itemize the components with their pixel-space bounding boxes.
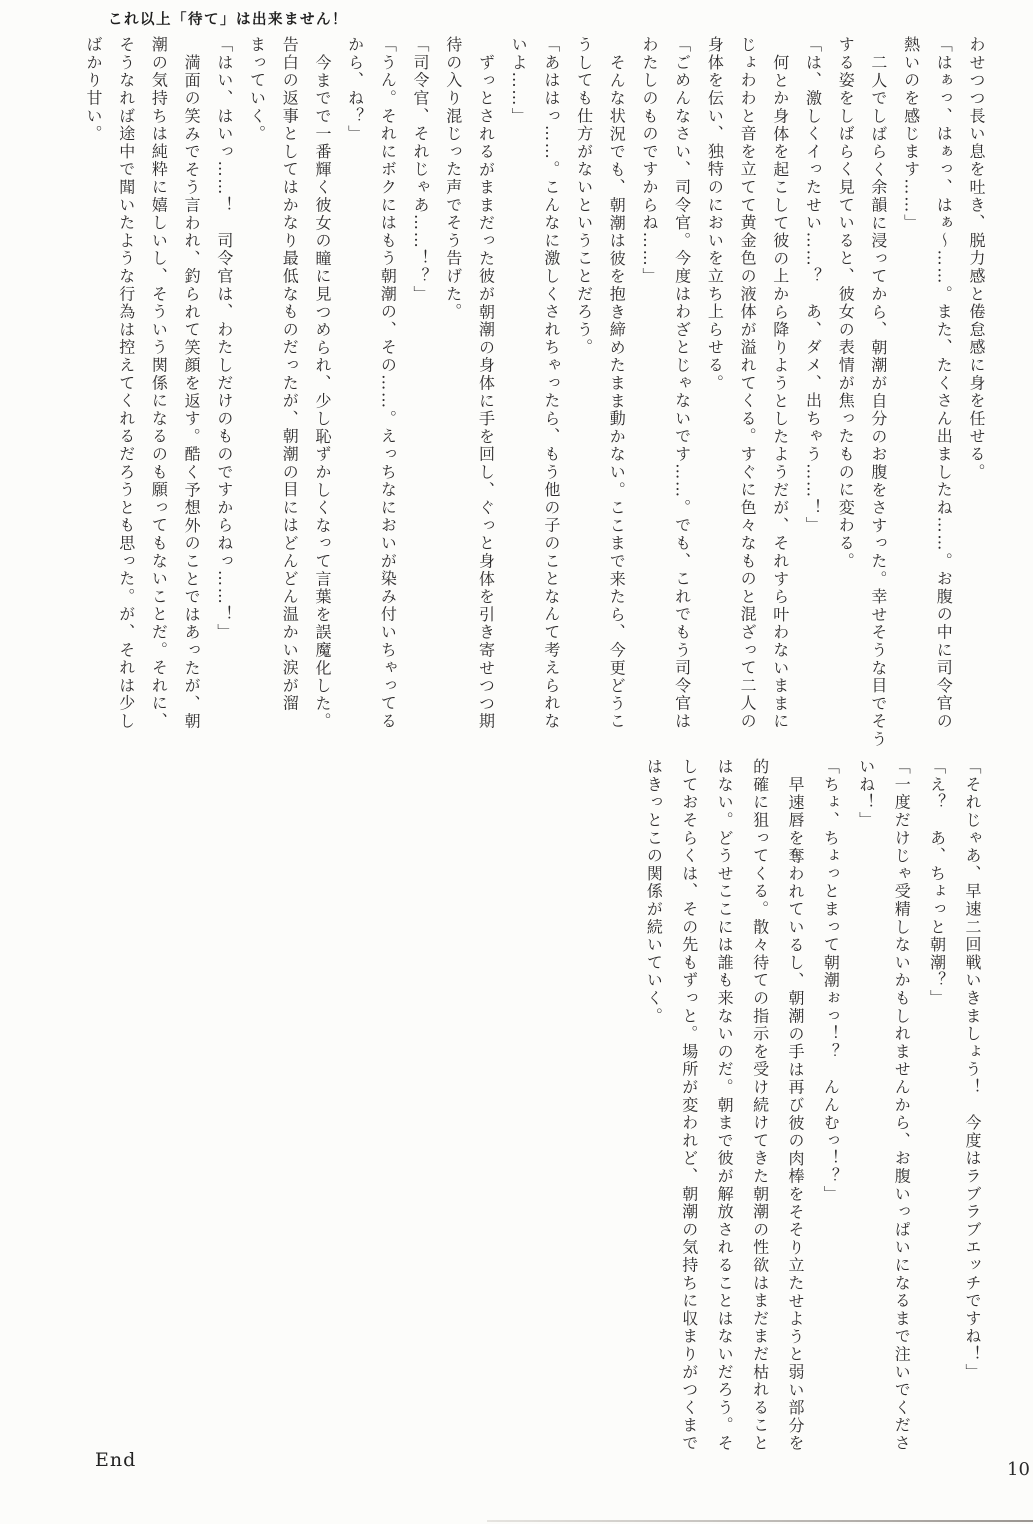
page-number: 10 [1007, 1459, 1030, 1480]
vertical-text-line: 「あははっ……。こんなに激しくされちゃったら、もう他の子のことなんて考えられな [541, 36, 561, 731]
vertical-text-line: 潮の気持ちは純粋に嬉しいし、そういう関係になるのも願ってもないことだ。それに、 [149, 36, 169, 731]
vertical-text-line: 「司令官、それじゃあ……！？」 [411, 36, 431, 303]
scan-edge-artifact [487, 1520, 1033, 1522]
vertical-text-line: 待の入り混じった声でそう告げた。 [443, 36, 463, 321]
vertical-text-line: する姿をしばらく見ていると、彼女の表情が焦ったものに変わる。 [836, 36, 856, 570]
vertical-text-line: いよ……」 [509, 36, 529, 125]
vertical-text-line: 的確に狙ってくる。散々待ての指示を受け続けてきた朝潮の性欲はまだまだ枯れること [750, 758, 770, 1453]
vertical-text-line: 「一度だけじゃ受精しないかもしれませんから、お腹いっぱいになるまで注いでくださ [892, 758, 912, 1453]
vertical-text-line: ばかり甘い。 [84, 36, 104, 143]
closing-text-block [636, 758, 990, 1464]
vertical-text-line: うしても仕方がないということだろう。 [574, 36, 594, 357]
vertical-text-line: そうなれば途中で聞いたような行為は控えてくれるだろうとも思った。が、それは少し [116, 36, 136, 731]
vertical-text-line: はない。どうせここには誰も来ないのだ。朝まで彼が解放されることはないだろう。そ [715, 758, 735, 1453]
vertical-text-line: 「はい、はいっ……！ 司令官は、わたしだけのものですからねっ……！」 [214, 36, 234, 642]
vertical-text-line: はきっとこの関係が続いていく。 [644, 758, 664, 1025]
vertical-text-line: 「ちょ、ちょっとまって朝潮ぉっ！？ んんむっ！？」 [821, 758, 841, 1203]
vertical-text-line: じょわわと音を立てて黄金色の液体が溢れてくる。すぐに色々なものと混ざって二人の [738, 36, 758, 731]
vertical-text-line: から、ね？」 [345, 36, 365, 143]
vertical-text-line: 満面の笑みでそう言われ、釣られて笑顔を返す。酷く予想外のことではあったが、朝 [182, 53, 202, 731]
vertical-text-line: わたしのものですからね……」 [639, 36, 659, 286]
vertical-text-line: 「はぁっ、はぁっ、はぁ～……。また、たくさん出ましたね……。お腹の中に司令官の [934, 36, 954, 731]
vertical-text-line: まっていく。 [247, 36, 267, 143]
chapter-title: これ以上「待て」は出来ません！ [108, 12, 348, 28]
vertical-text-line: しておそらくは、その先もずっと。場所が変われど、朝潮の気持ちに収まりがつくまで [679, 758, 699, 1453]
vertical-text-line: 「それじゃあ、早速二回戦いきましょう！ 今度はラブラブエッチですね！」 [963, 758, 982, 1381]
vertical-text-line: わせつつ長い息を吐き、脱力感と倦怠感に身を任せる。 [967, 36, 986, 481]
vertical-text-line: ずっとされるがままだった彼が朝潮の身体に手を回し、ぐっと身体を引き寄せつつ期 [476, 53, 496, 731]
vertical-text-line: 「は、激しくイったせい……？ あ、ダメ、出ちゃう……！」 [803, 36, 823, 535]
vertical-text-line: 二人でしばらく余韻に浸ってから、朝潮が自分のお腹をさすった。幸せそうな目でそう [868, 53, 888, 748]
vertical-text-line: 熱いのを感じます……」 [901, 36, 921, 232]
vertical-text-line: そんな状況でも、朝潮は彼を抱き締めたまま動かない。ここまで来たら、今更どうこ [607, 53, 627, 731]
vertical-text-line: 身体を伝い、独特のにおいを立ち上らせる。 [705, 36, 725, 392]
vertical-text-line: 何とか身体を起こして彼の上から降りようとしたようだが、それすら叶わないままに [770, 53, 790, 731]
vertical-text-line: 告白の返事としてはかなり最低なものだったが、朝潮の目にはどんどん温かい涙が溜 [280, 36, 300, 713]
vertical-text-line: いね！」 [856, 758, 876, 830]
vertical-text-line: 今までで一番輝く彼女の瞳に見つめられ、少し恥ずかしくなって言葉を誤魔化した。 [312, 53, 332, 731]
vertical-text-line: 「ごめんなさい、司令官。今度はわざとじゃないです……。でも、これでもう司令官は [672, 36, 692, 731]
vertical-text-line: 「え？ あ、ちょっと朝潮？」 [927, 758, 947, 1008]
main-text-block [76, 36, 992, 752]
vertical-text-line: 早速唇を奪われているし、朝潮の手は再び彼の肉棒をそそり立たせようと弱い部分を [785, 775, 805, 1453]
vertical-text-line: 「うん。それにボクにはもう朝潮の、その……。えっちなにおいが染み付いちゃってる [378, 36, 398, 731]
end-marker: End [95, 1449, 137, 1471]
